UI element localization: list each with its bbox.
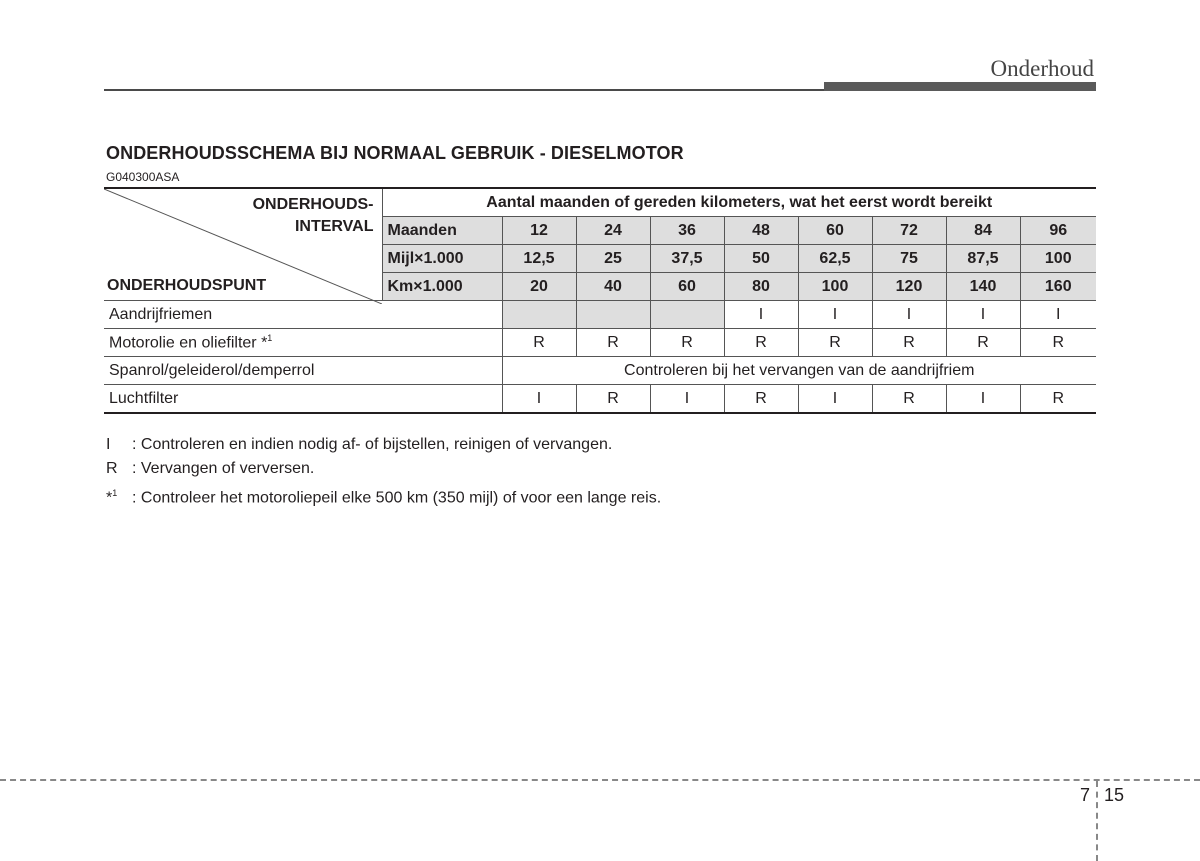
interval-value: 48 [724,217,798,245]
note-text: : Controleer het motoroliepeil elke 500 km (350 mijl) of voor een lange reis. [132,489,662,507]
item-span-note: Controleren bij het vervangen van de aandrijfriem [502,357,1096,385]
note-key-star: * [106,489,113,507]
item-value [650,301,724,329]
interval-value: 60 [798,217,872,245]
page-number: 15 [1104,785,1125,805]
footer-divider [0,779,1200,781]
document-code: G040300ASA [106,170,180,184]
interval-value: 50 [724,245,798,273]
interval-value: 62,5 [798,245,872,273]
note-key [106,481,132,510]
maintenance-schedule-table [104,187,1096,414]
chapter-number: 7 [1080,785,1091,805]
interval-value: 120 [872,273,946,301]
item-value: R [1020,329,1096,357]
header-rule [104,89,824,91]
item-value: R [650,329,724,357]
interval-value: 25 [576,245,650,273]
note-line [106,433,661,457]
note-text: : Vervangen of verversen. [132,460,315,477]
item-row-motorolie [104,329,1096,357]
item-value: I [798,301,872,329]
item-value: I [798,385,872,414]
item-name: Spanrol/geleiderol/demperrol [104,357,502,385]
item-name: Motorolie en oliefilter * [109,334,268,352]
note-line [106,481,661,510]
interval-value: 24 [576,217,650,245]
section-title: ONDERHOUDSSCHEMA BIJ NORMAAL GEBRUIK - DIESELMOTOR [106,143,684,163]
table-header-row [104,188,1096,217]
item-name: Luchtfilter [104,385,502,414]
interval-value: 87,5 [946,245,1020,273]
table-corner-cell [104,188,382,301]
interval-value: 80 [724,273,798,301]
interval-value: 140 [946,273,1020,301]
item-value: I [724,301,798,329]
item-value: R [576,329,650,357]
interval-value: 12 [502,217,576,245]
interval-label: Km×1.000 [382,273,502,301]
item-row-spanrol [104,357,1096,385]
item-row-luchtfilter [104,385,1096,414]
note-text: : Controleren en indien nodig af- of bijstellen, reinigen of vervangen. [132,436,613,453]
interval-value: 160 [1020,273,1096,301]
item-value: R [872,329,946,357]
item-name: Aandrijfriemen [104,301,502,329]
footnote-marker: 1 [267,332,273,343]
item-value: I [946,301,1020,329]
interval-value: 36 [650,217,724,245]
interval-value: 20 [502,273,576,301]
item-value [502,301,576,329]
item-name-cell [104,329,502,357]
item-value: I [502,385,576,414]
interval-value: 72 [872,217,946,245]
item-value: R [724,385,798,414]
item-value: R [1020,385,1096,414]
footer-vertical-divider [1096,781,1098,861]
note-key: R [106,460,118,477]
item-value: I [946,385,1020,414]
header-title: Onderhoud [990,56,1094,81]
item-value: I [1020,301,1096,329]
interval-label: Maanden [382,217,502,245]
item-value: R [946,329,1020,357]
item-row-aandrijfriemen [104,301,1096,329]
header-accent-bar [824,82,1096,91]
interval-value: 100 [1020,245,1096,273]
corner-interval-label [253,194,374,238]
note-key: I [106,436,111,453]
interval-value: 40 [576,273,650,301]
interval-label: Mijl×1.000 [382,245,502,273]
item-value: R [798,329,872,357]
corner-label-line2: INTERVAL [294,218,374,235]
interval-value: 75 [872,245,946,273]
item-value: I [872,301,946,329]
interval-span-header: Aantal maanden of gereden kilometers, wat het eerst wordt bereikt [382,188,1096,217]
item-value [576,301,650,329]
item-value: R [872,385,946,414]
item-value: R [724,329,798,357]
interval-value: 84 [946,217,1020,245]
interval-value: 60 [650,273,724,301]
footnote-marker: 1 [112,488,118,498]
corner-item-label: ONDERHOUDSPUNT [107,277,267,294]
interval-value: 96 [1020,217,1096,245]
item-value: I [650,385,724,414]
note-line [106,457,661,481]
interval-value: 37,5 [650,245,724,273]
interval-value: 12,5 [502,245,576,273]
corner-label-line1: ONDERHOUDS- [252,196,374,213]
interval-value: 100 [798,273,872,301]
legend-notes [106,433,661,510]
item-value: R [502,329,576,357]
item-value: R [576,385,650,414]
